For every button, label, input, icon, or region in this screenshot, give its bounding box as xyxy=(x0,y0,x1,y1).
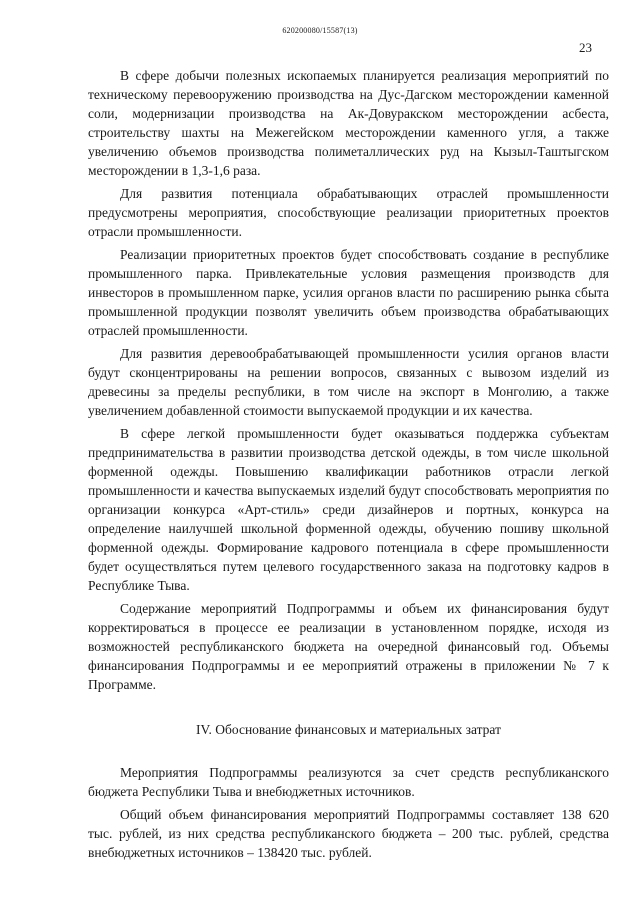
paragraph: В сфере легкой промышленности будет оказываться поддержка субъектам предпринимательства в развитии производства детской одежды, в том числе школьной форменной одежды. Повышению квалификации работников отрасли легкой промышленности и качества выпускаемых изделий будут способствовать мероприятия по организации конкурса «Арт-стиль» среди дизайнеров и портных, конкурса на определение наилучшей школьной форменной одежды, обучению пошиву школьной форменной одежды. Формирование кадрового потенциала в сфере промышленности будет осуществляться путем целевого государственного заказа на подготовку кадров в Республике Тыва. xyxy=(88,426,609,593)
paragraph: В сфере добычи полезных ископаемых планируется реализация мероприятий по техническому перевооружению производства на Дус-Дагском месторождении каменной соли, модернизации производства на Ак-Довуракском месторождении асбеста, строительству шахты на Межегейском месторождении каменного угля, а также увеличению объемов производства полиметаллических руд на Кызыл-Таштыгском месторождении в 1,3-1,6 раза. xyxy=(88,68,609,178)
paragraph: Реализации приоритетных проектов будет способствовать создание в республике промышленного парка. Привлекательные условия размещения производств для инвесторов в промышленном парке, усилия органов власти по расширению рынка сбыта промышленной продукции позволят увеличить объем производства обрабатывающих отраслей промышленности. xyxy=(88,247,609,338)
paragraph: Мероприятия Подпрограммы реализуются за счет средств республиканского бюджета Республики Тыва и внебюджетных источников. xyxy=(88,765,609,799)
page-number: 23 xyxy=(579,40,592,55)
document-id: 620200080/15587(13) xyxy=(282,26,358,35)
paragraph: Общий объем финансирования мероприятий Подпрограммы составляет 138 620 тыс. рублей, из них средства республиканского бюджета – 200 тыс. рублей, средства внебюджетных источников – 138420 тыс. рублей. xyxy=(88,807,609,860)
section-heading: IV. Обоснование финансовых и материальных затрат xyxy=(196,722,501,737)
paragraph: Для развития потенциала обрабатывающих отраслей промышленности предусмотрены мероприятия, способствующие реализации приоритетных проектов отрасли промышленности. xyxy=(88,186,609,239)
paragraph: Для развития деревообрабатывающей промышленности усилия органов власти будут сконцентрированы на решении вопросов, связанных с вывозом изделий из древесины за пределы республики, в том числе на экспорт в Монголию, а также увеличением добавленной стоимости выпускаемой продукции и их качества. xyxy=(88,346,609,418)
document-body xyxy=(88,66,609,866)
paragraph: Содержание мероприятий Подпрограммы и объем их финансирования будут корректироваться в процессе ее реализации в установленном порядке, исходя из возможностей республиканского бюджета на очередной финансовый год. Объемы финансирования Подпрограммы и ее мероприятий отражены в приложении № 7 к Программе. xyxy=(88,601,609,692)
